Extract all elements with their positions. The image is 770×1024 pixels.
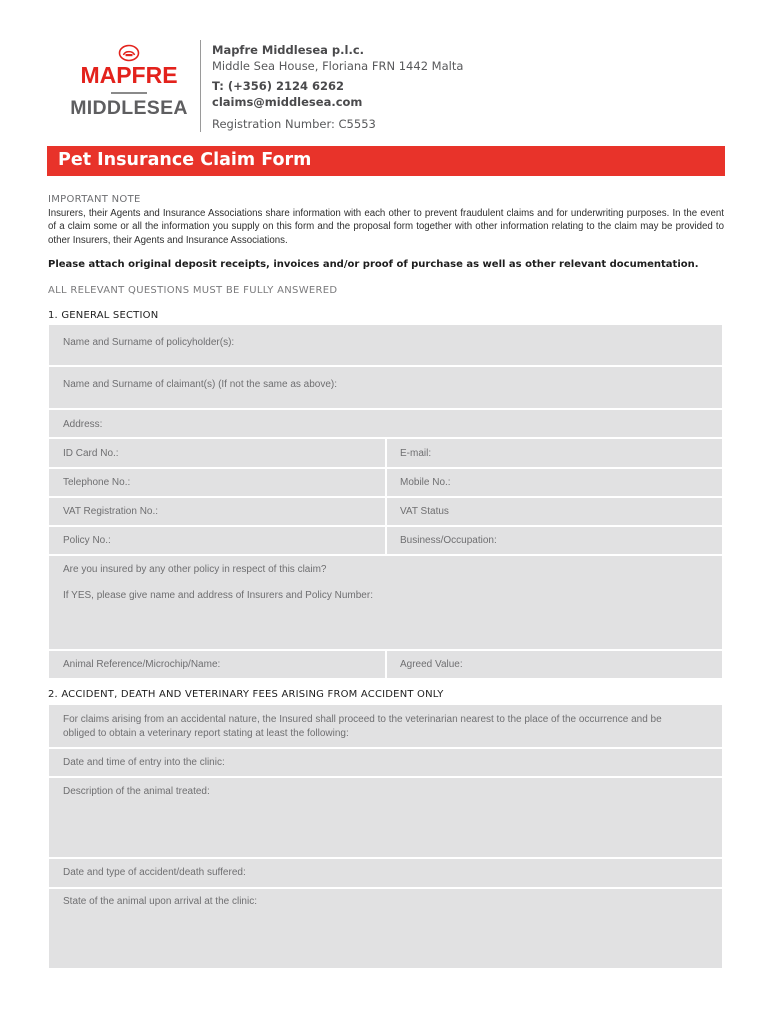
company-registration: Registration Number: C5553	[212, 117, 376, 131]
telephone-label: Telephone No.:	[63, 477, 131, 488]
telephone-mobile-row	[49, 469, 722, 496]
policy-business-row	[49, 527, 722, 554]
claimant-name-label: Name and Surname of claimant(s) (If not the same as above):	[63, 379, 338, 390]
other-policy-field[interactable]	[49, 556, 722, 649]
id-email-row	[49, 439, 722, 467]
company-logo	[68, 44, 190, 118]
animal-description-label: Description of the animal treated:	[63, 786, 210, 797]
logo-mapfre-text: MAPFRE	[80, 62, 178, 88]
other-policy-label: Are you insured by any other policy in respect of this claim?	[63, 564, 327, 575]
business-occupation-label: Business/Occupation:	[400, 535, 497, 546]
vat-registration-label: VAT Registration No.:	[63, 506, 159, 517]
animal-reference-label: Animal Reference/Microchip/Name:	[63, 659, 221, 670]
accident-date-type-label: Date and type of accident/death suffered:	[63, 867, 246, 878]
claimant-name-field[interactable]	[49, 367, 722, 408]
company-address: Middle Sea House, Floriana FRN 1442 Malta	[212, 59, 464, 73]
field-divider	[385, 498, 387, 525]
all-relevant-note: ALL RELEVANT QUESTIONS MUST BE FULLY ANSWERED	[48, 285, 338, 296]
if-yes-label: If YES, please give name and address of Insurers and Policy Number:	[63, 590, 373, 601]
animal-description-field[interactable]	[49, 778, 722, 857]
field-divider	[385, 527, 387, 554]
company-name: Mapfre Middlesea p.l.c.	[212, 43, 365, 57]
company-email[interactable]: claims@middlesea.com	[212, 95, 363, 109]
form-title-bar	[47, 146, 725, 176]
id-card-label: ID Card No.:	[63, 448, 119, 459]
address-label: Address:	[63, 419, 103, 430]
mobile-label: Mobile No.:	[400, 477, 451, 488]
date-entry-label: Date and time of entry into the clinic:	[63, 757, 225, 768]
date-entry-field[interactable]	[49, 749, 722, 776]
header-divider	[200, 40, 201, 132]
company-info	[212, 42, 463, 132]
mapfre-emblem-icon	[118, 44, 140, 62]
section-2-heading: 2. ACCIDENT, DEATH AND VETERINARY FEES ARISING FROM ACCIDENT ONLY	[48, 689, 444, 700]
animal-ref-row	[49, 651, 722, 678]
agreed-value-label: Agreed Value:	[400, 659, 463, 670]
logo-middlesea-text: MIDDLESEA	[70, 96, 188, 119]
field-divider	[385, 439, 387, 467]
address-field[interactable]	[49, 410, 722, 437]
policyholder-name-label: Name and Surname of policyholder(s):	[63, 337, 235, 348]
section-1-heading: 1. GENERAL SECTION	[48, 310, 159, 321]
accident-date-type-field[interactable]	[49, 859, 722, 887]
attach-documents-note: Please attach original deposit receipts, invoices and/or proof of purchase as well as other relevant documentation.	[48, 259, 699, 270]
animal-state-label: State of the animal upon arrival at the clinic:	[63, 896, 257, 907]
important-note-text: Insurers, their Agents and Insurance Associations share information with each other to prevent fraudulent claims and for underwriting purposes. In the event of a claim some or all the information you supply on this form and the proposal form together with other information relating to the claim may be provided to other Insurers, their Agents and Insurance Associations.	[48, 208, 724, 246]
accident-intro-block	[49, 705, 722, 747]
accident-intro-text: For claims arising from an accidental nature, the Insured shall proceed to the veterinarian nearest to the place of the occurrence and be obliged to obtain a veterinary report stating at least the following:	[63, 714, 662, 739]
field-divider	[385, 651, 387, 678]
policy-number-label: Policy No.:	[63, 535, 111, 546]
field-divider	[385, 469, 387, 496]
policyholder-name-field[interactable]	[49, 325, 722, 365]
vat-row	[49, 498, 722, 525]
company-phone: T: (+356) 2124 6262	[212, 79, 344, 93]
important-note-label: IMPORTANT NOTE	[48, 194, 141, 205]
email-label: E-mail:	[400, 448, 432, 459]
vat-status-label: VAT Status	[400, 506, 449, 517]
logo-divider	[111, 92, 147, 94]
form-title: Pet Insurance Claim Form	[58, 150, 312, 170]
animal-state-field[interactable]	[49, 889, 722, 968]
